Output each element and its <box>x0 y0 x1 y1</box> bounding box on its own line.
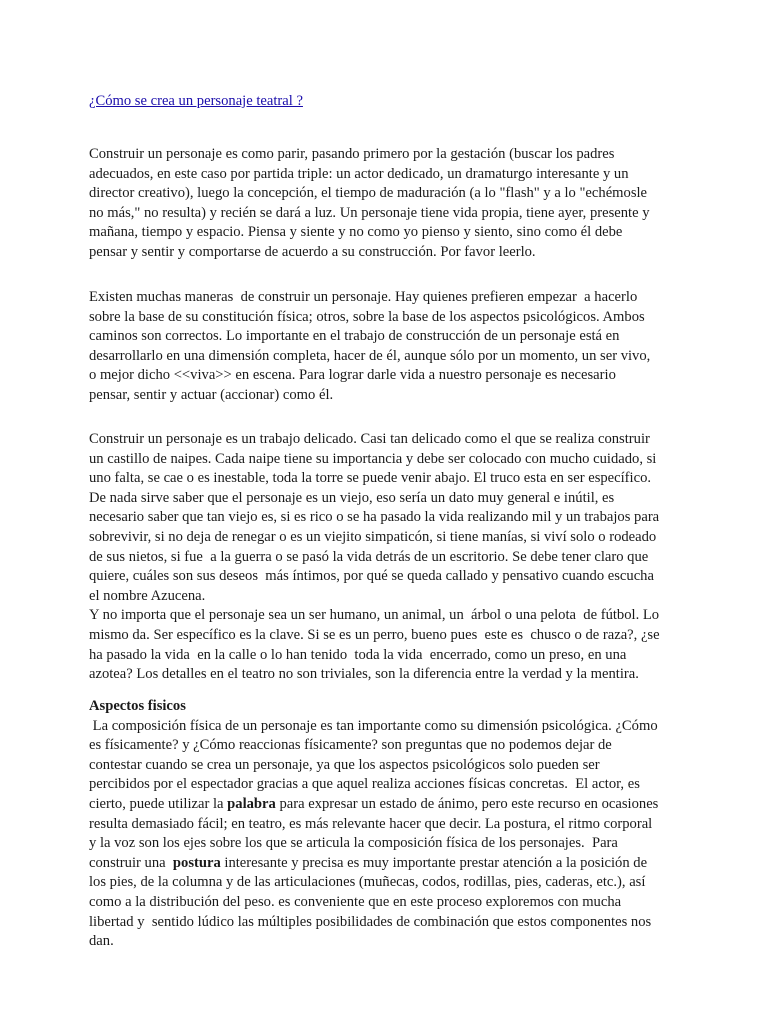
paragraph-line: libertad y sentido lúdico las múltiples posibilidades de combinación que estos componentes nos <box>89 913 652 930</box>
text-run: para expresar un estado de ánimo, pero este recurso en ocasiones <box>275 795 659 812</box>
paragraph-line: no más," no resulta) y recién se dará a luz. Un personaje tiene vida propia, tiene ayer, presente y <box>89 204 650 221</box>
paragraph-2 <box>89 288 650 406</box>
paragraph-line: Existen muchas maneras de construir un personaje. Hay quienes prefieren empezar a hacerlo <box>89 289 638 305</box>
section-heading: Aspectos fisicos <box>89 698 186 714</box>
paragraph-line: percibidos por el espectador gracias a que aquel realiza acciones físicas concretas. El actor, es <box>89 776 640 793</box>
paragraph-line: como a la distribución del peso. es conveniente que en este proceso exploremos con mucha <box>89 893 622 910</box>
text-run: cierto, puede utilizar la <box>89 795 228 812</box>
paragraph-line: azotea? Los detalles en el teatro no son triviales, son la diferencia entre la verdad y la mentira. <box>89 666 639 683</box>
paragraph-line: contestar cuando se crea un personaje, ya que los aspectos psicológicos solo pueden ser <box>89 756 600 773</box>
paragraph-line: Construir un personaje es un trabajo delicado. Casi tan delicado como el que se realiza construir <box>89 431 650 447</box>
paragraph-line: un castillo de naipes. Cada naipe tiene su importancia y debe ser colocado con mucho cuidado, si <box>89 450 657 467</box>
bold-word-palabra: palabra <box>227 795 276 812</box>
paragraph-line: de sus nietos, si fue a la guerra o se pasó la vida detrás de un escritorio. Se debe tener claro que <box>89 548 649 565</box>
paragraph-line: ha pasado la vida en la calle o lo han tenido toda la vida encerrado, como un preso, en una <box>89 646 627 663</box>
paragraph-line: caminos son correctos. Lo importante en el trabajo de construcción de un personaje está en <box>89 328 620 345</box>
paragraph-line: el nombre Azucena. <box>89 587 206 604</box>
paragraph-line: es físicamente? y ¿Cómo reaccionas físicamente? son preguntas que no podemos dejar de <box>89 737 612 754</box>
paragraph-line: pensar, sentir y actuar (accionar) como él. <box>89 386 334 403</box>
text-run: construir una <box>89 854 173 871</box>
paragraph-line: y la voz son los ejes sobre los que se articula la composición física de los personajes. Para <box>89 835 618 852</box>
paragraph-line: director creativo), luego la concepción, el tiempo de maduración (a lo "flash" y a lo "echémosle <box>89 185 648 202</box>
paragraph-line <box>89 795 658 815</box>
text-run: interesante y precisa es muy importante prestar atención a la posición de <box>220 854 648 871</box>
paragraph-line: mismo da. Ser específico es la clave. Si se es un perro, bueno pues este es chusco o de raza?, ¿se <box>89 626 660 643</box>
title-link[interactable]: ¿Cómo se crea un personaje teatral ? <box>89 93 303 109</box>
paragraph-line: mañana, tiempo y espacio. Piensa y siente y no como yo pienso y siento, sino como él debe <box>89 224 623 241</box>
paragraph-line: De nada sirve saber que el personaje es un viejo, eso sería un dato muy general e inútil, es <box>89 489 615 506</box>
paragraph-line: resulta demasiado fácil; en teatro, es más relevante hacer que decir. La postura, el ritmo corporal <box>89 815 653 832</box>
paragraph-line: los pies, de la columna y de las articulaciones (muñecas, codos, rodillas, pies, caderas, etc.), así <box>89 874 646 891</box>
paragraph-line: adecuados, en este caso por partida triple: un actor dedicado, un dramaturgo interesante y un <box>89 165 629 182</box>
paragraph-line: sobre la base de su constitución física; otros, sobre la base de los aspectos psicológicos. Ambos <box>89 308 645 325</box>
paragraph-line: Construir un personaje es como parir, pasando primero por la gestación (buscar los padres <box>89 146 615 162</box>
paragraph-line: La composición física de un personaje es tan importante como su dimensión psicológica. ¿Cómo <box>89 717 658 734</box>
paragraph-3 <box>89 430 660 685</box>
paragraph-line: necesario saber que tan viejo es, si es rico o se ha pasado la vida realizando mil y un trabajos para <box>89 509 660 526</box>
paragraph-line: o mejor dicho <<viva>> en escena. Para lograr darle vida a nuestro personaje es necesario <box>89 367 616 384</box>
paragraph-line: sobrevivir, si no deja de renegar o es un viejito simpaticón, si tiene manías, si viví solo o rodeado <box>89 528 657 545</box>
paragraph-line: quiere, cuáles son sus deseos más íntimos, por qué se queda callado y pensativo cuando escucha <box>89 568 654 585</box>
paragraph-line: pensar y sentir y comportarse de acuerdo a su construcción. Por favor leerlo. <box>89 243 536 260</box>
paragraph-line: Y no importa que el personaje sea un ser humano, un animal, un árbol o una pelota de fútbol. Lo <box>89 607 660 624</box>
paragraph-line: uno falta, se cae o es inestable, toda la torre se puede venir abajo. El truco esta en ser específico. <box>89 470 652 487</box>
bold-word-postura: postura <box>172 854 221 871</box>
paragraph-line <box>89 854 658 874</box>
paragraph-line: desarrollarlo en una dimensión completa, hacer de él, aunque sólo por un momento, un ser vivo, <box>89 347 651 364</box>
paragraph-1 <box>89 145 650 263</box>
paragraph-line: dan. <box>89 933 114 950</box>
section-aspectos-fisicos <box>89 697 658 952</box>
